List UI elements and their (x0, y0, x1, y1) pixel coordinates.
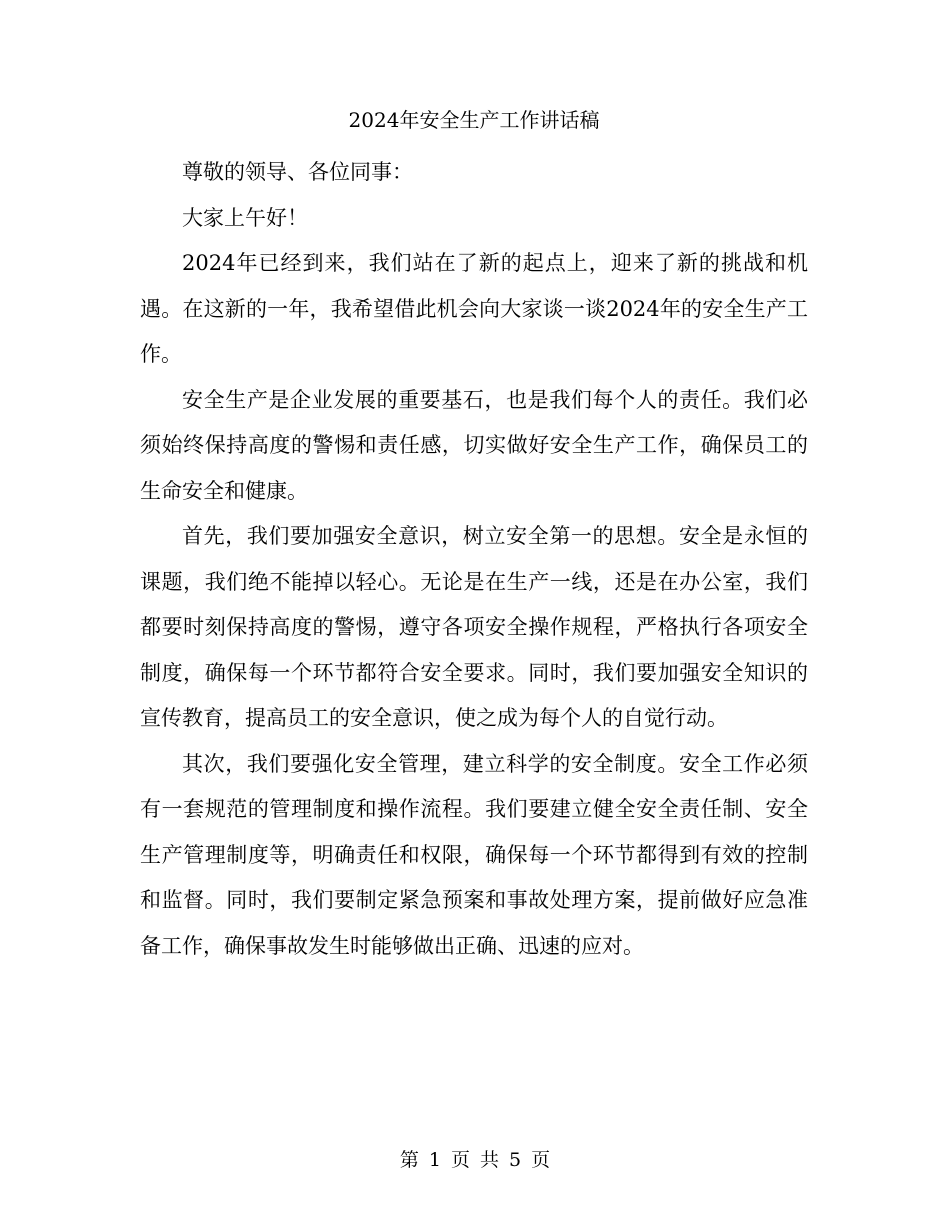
paragraph-first-point: 首先，我们要加强安全意识，树立安全第一的思想。安全是永恒的课题，我们绝不能掉以轻心。无论是在生产一线，还是在办公室，我们都要时刻保持高度的警惕，遵守各项安全操作规程，严格执行各项安全制度，确保每一个环节都符合安全要求。同时，我们要加强安全知识的宣传教育，提高员工的安全意识，使之成为每个人的自觉行动。 (140, 524, 808, 730)
paragraph-salutation: 尊敬的领导、各位同事： (182, 160, 413, 184)
document-title: 2024年安全生产工作讲话稿 (348, 108, 600, 132)
paragraph-importance: 安全生产是企业发展的重要基石，也是我们每个人的责任。我们必须始终保持高度的警惕和责任感，切实做好安全生产工作，确保员工的生命安全和健康。 (140, 387, 808, 503)
paragraph-intro: 2024年已经到来，我们站在了新的起点上，迎来了新的挑战和机遇。在这新的一年，我希望借此机会向大家谈一谈2024年的安全生产工作。 (140, 251, 808, 366)
document-body (140, 102, 808, 969)
page-number-footer: 第 1 页 共 5 页 (399, 1149, 551, 1171)
paragraph-second-point: 其次，我们要强化安全管理，建立科学的安全制度。安全工作必须有一套规范的管理制度和操作流程。我们要建立健全安全责任制、安全生产管理制度等，明确责任和权限，确保每一个环节都得到有效的控制和监督。同时，我们要制定紧急预案和事故处理方案，提前做好应急准备工作，确保事故发生时能够做出正确、迅速的应对。 (140, 751, 808, 958)
paragraph-greeting: 大家上午好！ (182, 205, 308, 230)
